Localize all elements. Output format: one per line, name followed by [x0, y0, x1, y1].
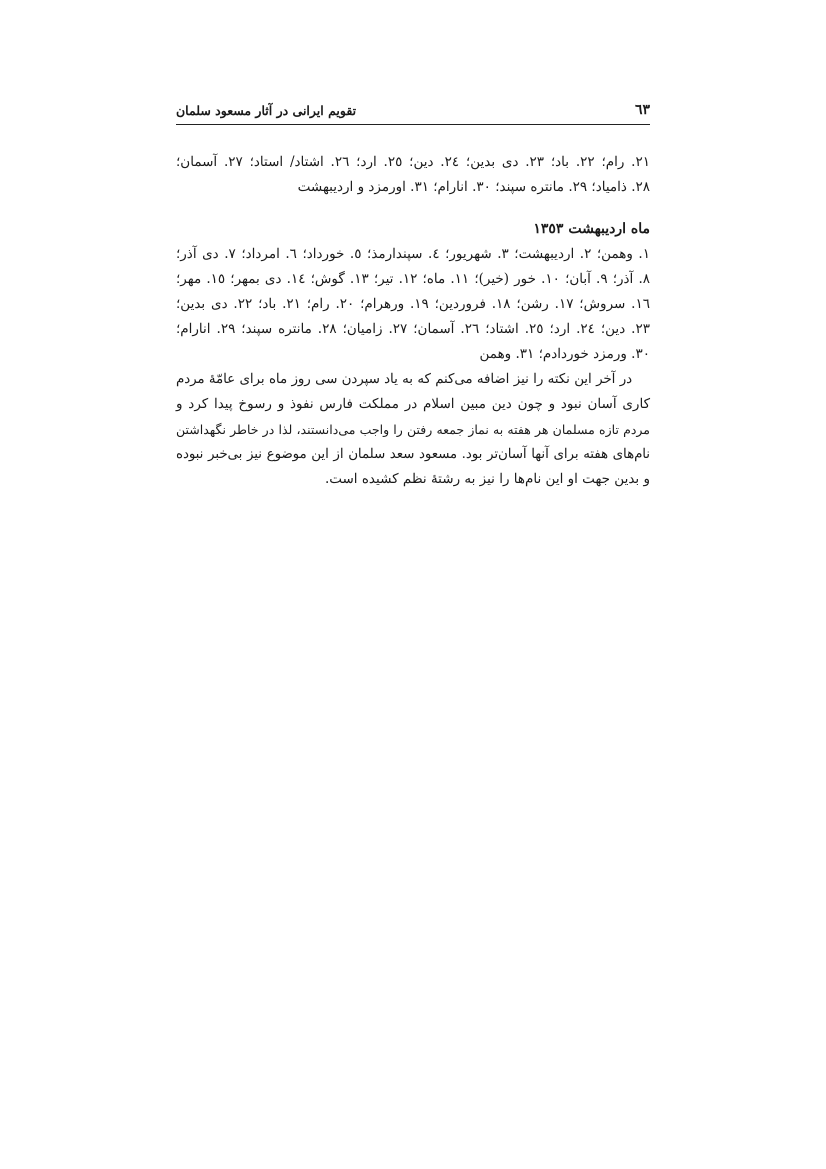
section-heading: ماه اردیبهشت ١٣٥٣	[533, 221, 650, 237]
text-line: نام‌های هفته برای آنها آسان‌تر بود. مسعود سعد سلمان از این موضوع نیز بی‌خبر نبوده	[176, 447, 650, 462]
text-line: ٣٠. ورمزد خوردادم؛ ٣١. وهمن	[479, 346, 650, 362]
text-line: ١. وهمن؛ ٢. اردیبهشت؛ ٣. شهریور؛ ٤. سپندارمذ؛ ٥. خورداد؛ ٦. امرداد؛ ٧. دی آذر؛	[176, 246, 650, 262]
day-list	[176, 242, 650, 367]
text-line: و بدین جهت او این نام‌ها را نیز به رشتهٔ نظم کشیده است.	[324, 471, 650, 487]
text-line: ١٦. سروش؛ ١٧. رشن؛ ١٨. فروردین؛ ١٩. ورهرام؛ ٢٠. رام؛ ٢١. باد؛ ٢٢. دی بدین؛	[176, 296, 650, 312]
body-paragraph	[176, 367, 650, 492]
text-line: ٨. آذر؛ ٩. آبان؛ ١٠. خور (خیر)؛ ١١. ماه؛ ١٢. تیر؛ ١٣. گوش؛ ١٤. دی بمهر؛ ١٥. مهر؛	[176, 271, 650, 287]
running-title: تقویم ایرانی در آثار مسعود سلمان	[176, 103, 357, 118]
text-line: در آخر این نکته را نیز اضافه می‌کنم که به یاد سپردن سی روز ماه برای عامّهٔ مردم	[176, 372, 632, 387]
page-content	[176, 150, 650, 492]
text-line: ٢٣. دین؛ ٢٤. ارد؛ ٢٥. اشتاد؛ ٢٦. آسمان؛ ٢٧. زامیان؛ ٢٨. مانتره سپند؛ ٢٩. انارام؛	[176, 321, 650, 337]
text-line: کاری آسان نبود و چون دین مبین اسلام در مملکت فارس نفوذ و رسوخ پیدا کرد و	[176, 396, 650, 412]
text-line: ٢٨. ذامیاد؛ ٢٩. مانتره سپند؛ ٣٠. انارام؛ ٣١. اورمزد و اردیبهشت	[297, 179, 650, 195]
day-list-continuation	[176, 150, 650, 200]
text-line: ٢١. رام؛ ٢٢. باد؛ ٢٣. دی بدین؛ ٢٤. دین؛ ٢٥. ارد؛ ٢٦. اشتاد/ استاد؛ ٢٧. آسمان؛	[176, 154, 650, 170]
page-number: ٦٣	[634, 102, 650, 118]
page-header	[176, 100, 650, 125]
text-line: مردم تازه مسلمان هر هفته به نماز جمعه رفتن را واجب می‌دانستند، لذا در خاطر نگهداشتن	[176, 422, 650, 437]
